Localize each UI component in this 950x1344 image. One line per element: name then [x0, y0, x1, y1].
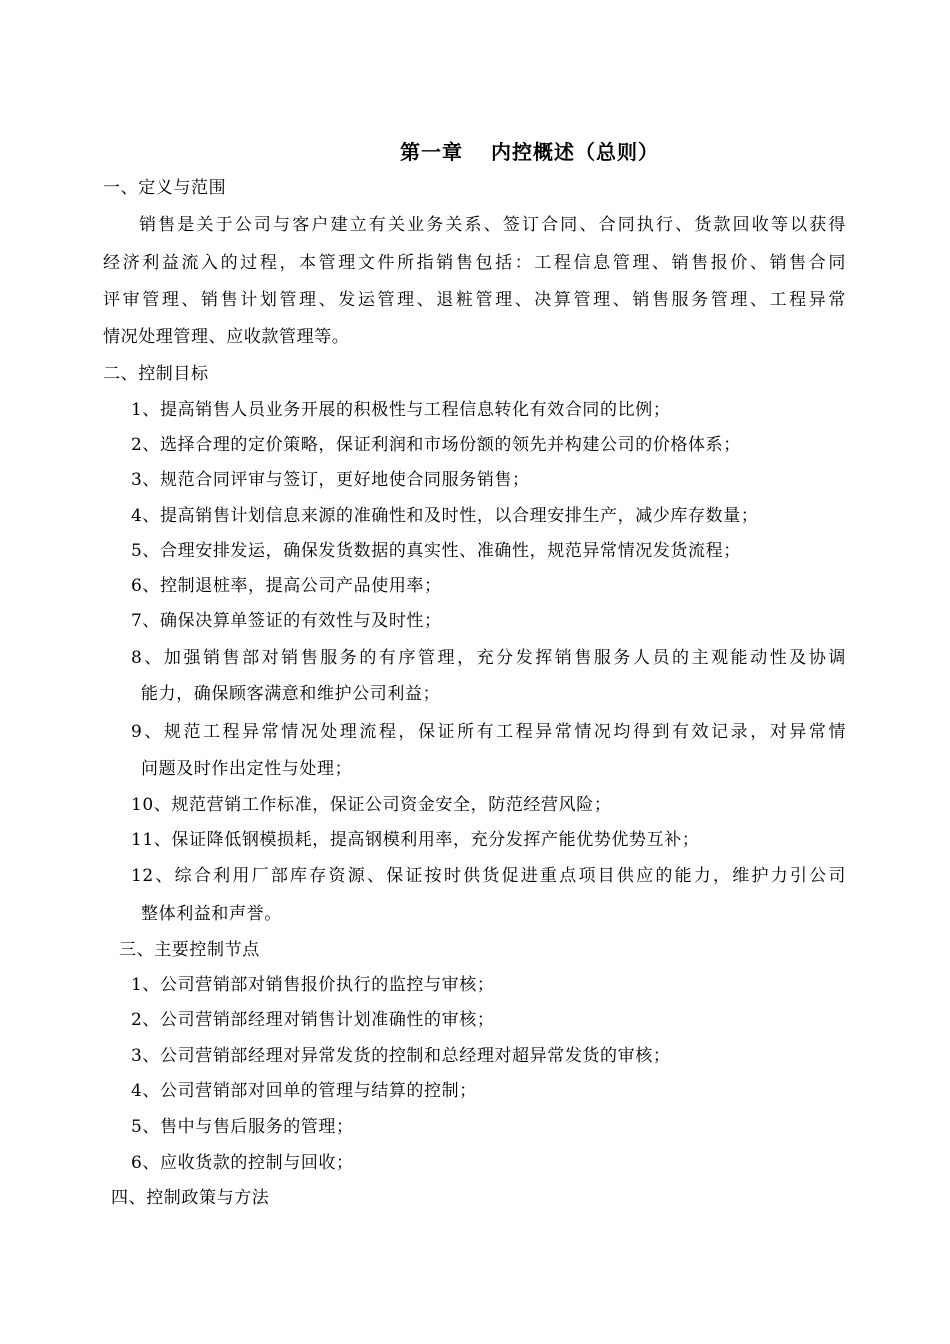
list-item: 3、公司营销部经理对异常发货的控制和总经理对超异常发货的审核； — [131, 1046, 671, 1066]
list-item-continuation: 能力，确保顾客满意和维护公司利益； — [141, 684, 441, 704]
page-title — [400, 138, 659, 166]
paragraph-line: 经济利益流入的过程，本管理文件所指销售包括：工程信息管理、销售报价、销售合同 — [103, 253, 846, 273]
section-heading-control-nodes: 三、主要控制节点 — [119, 940, 260, 960]
list-item: 1、公司营销部对销售报价执行的监控与审核； — [131, 975, 495, 995]
list-item: 5、售中与售后服务的管理； — [131, 1117, 354, 1137]
list-item: 3、规范合同评审与签订，更好地使合同服务销售； — [131, 470, 530, 490]
list-item: 10、规范营销工作标准，保证公司资金安全，防范经营风险； — [131, 795, 612, 815]
section-heading-policies: 四、控制政策与方法 — [111, 1188, 270, 1208]
list-item-continuation: 整体利益和声誉。 — [141, 904, 282, 924]
list-item: 12、综合利用厂部库存资源、保证按时供货促进重点项目供应的能力，维护力引公司 — [131, 866, 846, 886]
paragraph-line: 评审管理、销售计划管理、发运管理、退粧管理、决算管理、销售服务管理、工程异常 — [103, 290, 846, 310]
list-item: 2、选择合理的定价策略，保证利润和市场份额的领先并构建公司的价格体系； — [131, 435, 741, 455]
list-item: 6、控制退桩率，提高公司产品使用率； — [131, 576, 442, 596]
section-heading-objectives: 二、控制目标 — [103, 364, 209, 384]
paragraph-line: 情况处理管理、应收款管理等。 — [103, 327, 350, 347]
section-heading-definition: 一、定义与范围 — [103, 178, 227, 198]
list-item: 4、提高销售计划信息来源的准确性和及时性，以合理安排生产，减少库存数量； — [131, 506, 759, 526]
list-item: 9、规范工程异常情况处理流程，保证所有工程异常情况均得到有效记录，对异常情 — [131, 722, 846, 742]
paragraph-line: 销售是关于公司与客户建立有关业务关系、签订合同、合同执行、货款回收等以获得 — [139, 215, 846, 235]
list-item: 4、公司营销部对回单的管理与结算的控制； — [131, 1081, 477, 1101]
list-item: 2、公司营销部经理对销售计划准确性的审核； — [131, 1010, 495, 1030]
list-item: 7、确保决算单签证的有效性与及时性； — [131, 611, 442, 631]
chapter-name: 内控概述（总则） — [491, 140, 659, 164]
list-item: 1、提高销售人员业务开展的积极性与工程信息转化有效合同的比例； — [131, 400, 671, 420]
list-item: 6、应收货款的控制与回收； — [131, 1153, 354, 1173]
list-item: 8、加强销售部对销售服务的有序管理，充分发挥销售服务人员的主观能动性及协调 — [131, 648, 846, 668]
list-item-continuation: 问题及时作出定性与处理； — [141, 759, 353, 779]
list-item: 11、保证降低钢模损耗，提高钢模利用率，充分发挥产能优势优势互补； — [131, 830, 700, 850]
chapter-number: 第一章 — [400, 140, 463, 164]
list-item: 5、合理安排发运，确保发货数据的真实性、准确性，规范异常情况发货流程； — [131, 541, 741, 561]
